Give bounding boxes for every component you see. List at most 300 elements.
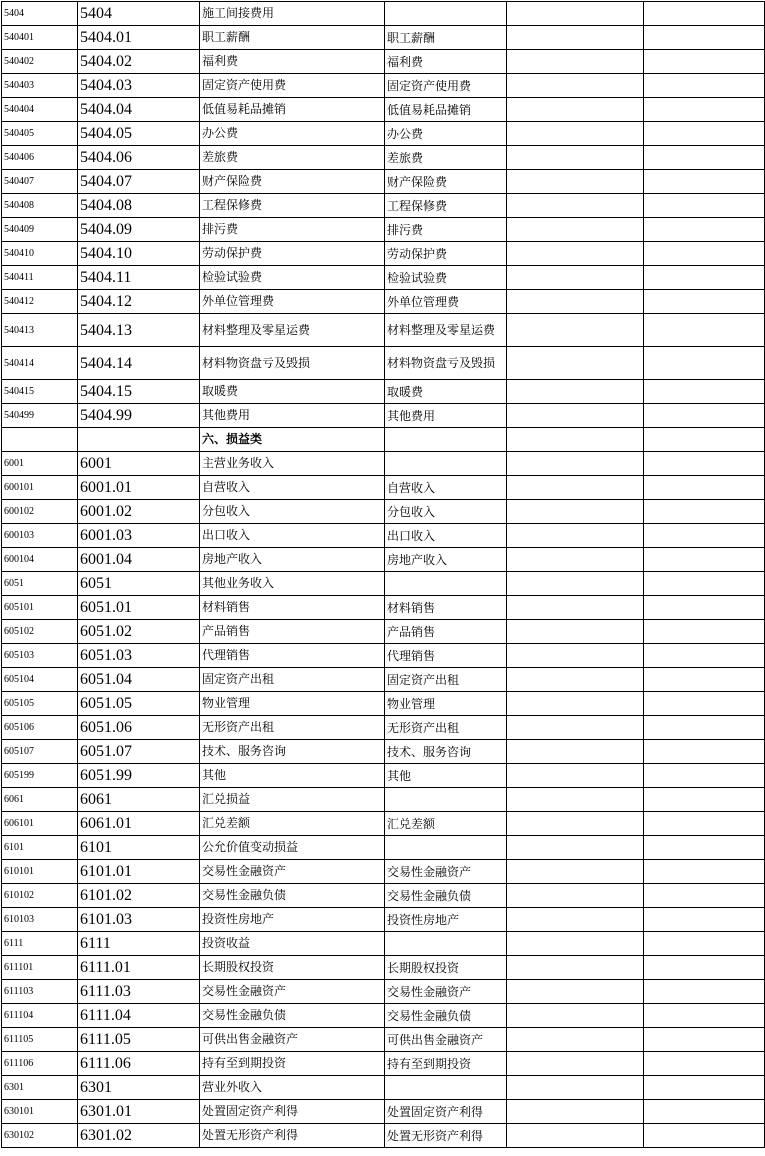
table-row xyxy=(2,1124,765,1148)
empty-cell xyxy=(507,74,644,98)
account-code-cell: 605102 xyxy=(2,620,78,644)
account-code-cell: 605107 xyxy=(2,740,78,764)
account-name-cell: 施工间接费用 xyxy=(200,2,385,26)
empty-cell xyxy=(507,692,644,716)
empty-cell xyxy=(644,572,765,596)
account-alias-cell xyxy=(385,836,507,860)
account-number-cell: 6051.06 xyxy=(78,716,200,740)
empty-cell xyxy=(644,266,765,290)
account-number-cell: 6111.04 xyxy=(78,1004,200,1028)
account-name-cell: 福利费 xyxy=(200,50,385,74)
empty-cell xyxy=(644,1076,765,1100)
table-body xyxy=(2,2,765,1148)
account-name-cell: 处置固定资产利得 xyxy=(200,1100,385,1124)
account-name-cell: 自营收入 xyxy=(200,476,385,500)
account-name-cell: 物业管理 xyxy=(200,692,385,716)
account-alias-cell: 材料整理及零星运费 xyxy=(385,314,507,347)
empty-cell xyxy=(507,404,644,428)
empty-cell xyxy=(507,428,644,452)
empty-cell xyxy=(644,404,765,428)
table-row xyxy=(2,242,765,266)
account-code-cell: 610101 xyxy=(2,860,78,884)
account-code-table xyxy=(1,1,765,1148)
account-code-cell: 540415 xyxy=(2,380,78,404)
empty-cell xyxy=(644,500,765,524)
account-name-cell: 无形资产出租 xyxy=(200,716,385,740)
table-row xyxy=(2,932,765,956)
account-name-cell: 交易性金融负债 xyxy=(200,1004,385,1028)
account-alias-cell: 检验试验费 xyxy=(385,266,507,290)
account-alias-cell: 出口收入 xyxy=(385,524,507,548)
account-code-cell: 6111 xyxy=(2,932,78,956)
account-number-cell: 5404.10 xyxy=(78,242,200,266)
table-row xyxy=(2,1100,765,1124)
account-number-cell: 5404.05 xyxy=(78,122,200,146)
account-alias-cell: 工程保修费 xyxy=(385,194,507,218)
account-name-cell: 其他业务收入 xyxy=(200,572,385,596)
empty-cell xyxy=(644,242,765,266)
account-code-cell: 610102 xyxy=(2,884,78,908)
account-code-cell: 540414 xyxy=(2,347,78,380)
account-name-cell: 工程保修费 xyxy=(200,194,385,218)
account-number-cell: 6051.05 xyxy=(78,692,200,716)
table-row xyxy=(2,884,765,908)
empty-cell xyxy=(507,26,644,50)
account-code-cell: 606101 xyxy=(2,812,78,836)
account-alias-cell: 交易性金融资产 xyxy=(385,860,507,884)
account-name-cell: 其他 xyxy=(200,764,385,788)
account-alias-cell: 固定资产使用费 xyxy=(385,74,507,98)
account-code-cell: 540410 xyxy=(2,242,78,266)
empty-cell xyxy=(644,644,765,668)
account-number-cell xyxy=(78,428,200,452)
account-alias-cell xyxy=(385,452,507,476)
account-name-cell: 检验试验费 xyxy=(200,266,385,290)
empty-cell xyxy=(644,1028,765,1052)
account-alias-cell: 办公费 xyxy=(385,122,507,146)
account-number-cell: 6001.04 xyxy=(78,548,200,572)
empty-cell xyxy=(644,980,765,1004)
table-row xyxy=(2,740,765,764)
account-name-cell: 其他费用 xyxy=(200,404,385,428)
account-name-cell: 产品销售 xyxy=(200,620,385,644)
account-name-cell: 材料整理及零星运费 xyxy=(200,314,385,347)
account-number-cell: 6111.01 xyxy=(78,956,200,980)
empty-cell xyxy=(507,1124,644,1148)
table-row xyxy=(2,572,765,596)
account-name-cell: 处置无形资产利得 xyxy=(200,1124,385,1148)
account-code-cell: 600102 xyxy=(2,500,78,524)
account-name-cell: 固定资产使用费 xyxy=(200,74,385,98)
table-row xyxy=(2,26,765,50)
account-number-cell: 5404.08 xyxy=(78,194,200,218)
account-code-cell: 605104 xyxy=(2,668,78,692)
table-row xyxy=(2,452,765,476)
account-code-cell: 540412 xyxy=(2,290,78,314)
empty-cell xyxy=(507,932,644,956)
account-alias-cell: 交易性金融负债 xyxy=(385,884,507,908)
account-name-cell: 持有至到期投资 xyxy=(200,1052,385,1076)
empty-cell xyxy=(507,524,644,548)
account-name-cell: 主营业务收入 xyxy=(200,452,385,476)
account-alias-cell: 代理销售 xyxy=(385,644,507,668)
table-row xyxy=(2,476,765,500)
account-number-cell: 6111.05 xyxy=(78,1028,200,1052)
table-row xyxy=(2,347,765,380)
table-row xyxy=(2,290,765,314)
account-number-cell: 6111 xyxy=(78,932,200,956)
account-number-cell: 6061 xyxy=(78,788,200,812)
account-alias-cell xyxy=(385,1076,507,1100)
empty-cell xyxy=(507,764,644,788)
account-number-cell: 6001 xyxy=(78,452,200,476)
account-number-cell: 6111.03 xyxy=(78,980,200,1004)
empty-cell xyxy=(644,476,765,500)
account-code-cell: 540401 xyxy=(2,26,78,50)
empty-cell xyxy=(644,956,765,980)
account-name-cell: 低值易耗品摊销 xyxy=(200,98,385,122)
account-alias-cell: 汇兑差额 xyxy=(385,812,507,836)
account-code-cell: 605101 xyxy=(2,596,78,620)
account-name-cell: 交易性金融资产 xyxy=(200,860,385,884)
account-name-cell: 办公费 xyxy=(200,122,385,146)
table-row xyxy=(2,620,765,644)
account-alias-cell: 产品销售 xyxy=(385,620,507,644)
empty-cell xyxy=(507,98,644,122)
table-row xyxy=(2,524,765,548)
empty-cell xyxy=(507,956,644,980)
account-alias-cell xyxy=(385,788,507,812)
account-name-cell: 六、损益类 xyxy=(200,428,385,452)
account-number-cell: 5404.06 xyxy=(78,146,200,170)
empty-cell xyxy=(507,500,644,524)
empty-cell xyxy=(507,668,644,692)
empty-cell xyxy=(507,1076,644,1100)
account-number-cell: 6111.06 xyxy=(78,1052,200,1076)
empty-cell xyxy=(644,596,765,620)
account-number-cell: 6051.04 xyxy=(78,668,200,692)
account-name-cell: 交易性金融资产 xyxy=(200,980,385,1004)
empty-cell xyxy=(644,1100,765,1124)
table-row xyxy=(2,908,765,932)
table-row xyxy=(2,692,765,716)
account-code-cell: 540407 xyxy=(2,170,78,194)
account-name-cell: 投资性房地产 xyxy=(200,908,385,932)
table-row xyxy=(2,596,765,620)
account-number-cell: 6051 xyxy=(78,572,200,596)
table-row xyxy=(2,1004,765,1028)
table-row xyxy=(2,50,765,74)
table-row xyxy=(2,500,765,524)
account-name-cell: 技术、服务咨询 xyxy=(200,740,385,764)
account-number-cell: 5404.12 xyxy=(78,290,200,314)
account-alias-cell xyxy=(385,572,507,596)
empty-cell xyxy=(507,812,644,836)
account-number-cell: 6051.03 xyxy=(78,644,200,668)
account-code-cell: 600101 xyxy=(2,476,78,500)
empty-cell xyxy=(644,2,765,26)
account-alias-cell: 物业管理 xyxy=(385,692,507,716)
empty-cell xyxy=(644,932,765,956)
account-number-cell: 5404.04 xyxy=(78,98,200,122)
account-code-cell: 611105 xyxy=(2,1028,78,1052)
account-code-cell: 611101 xyxy=(2,956,78,980)
account-alias-cell: 劳动保护费 xyxy=(385,242,507,266)
account-alias-cell: 长期股权投资 xyxy=(385,956,507,980)
table-row xyxy=(2,764,765,788)
empty-cell xyxy=(644,764,765,788)
empty-cell xyxy=(644,194,765,218)
account-code-cell: 540411 xyxy=(2,266,78,290)
account-number-cell: 5404.15 xyxy=(78,380,200,404)
account-code-cell: 610103 xyxy=(2,908,78,932)
empty-cell xyxy=(507,644,644,668)
account-number-cell: 5404.01 xyxy=(78,26,200,50)
account-alias-cell: 自营收入 xyxy=(385,476,507,500)
table-row xyxy=(2,218,765,242)
empty-cell xyxy=(507,242,644,266)
empty-cell xyxy=(644,380,765,404)
empty-cell xyxy=(507,620,644,644)
account-code-cell: 630101 xyxy=(2,1100,78,1124)
empty-cell xyxy=(507,452,644,476)
empty-cell xyxy=(507,194,644,218)
account-name-cell: 公允价值变动损益 xyxy=(200,836,385,860)
empty-cell xyxy=(644,788,765,812)
account-alias-cell: 可供出售金融资产 xyxy=(385,1028,507,1052)
account-name-cell: 劳动保护费 xyxy=(200,242,385,266)
empty-cell xyxy=(507,548,644,572)
account-name-cell: 取暖费 xyxy=(200,380,385,404)
empty-cell xyxy=(644,98,765,122)
empty-cell xyxy=(644,218,765,242)
account-number-cell: 6051.02 xyxy=(78,620,200,644)
account-number-cell: 5404.99 xyxy=(78,404,200,428)
empty-cell xyxy=(507,170,644,194)
account-alias-cell: 排污费 xyxy=(385,218,507,242)
account-alias-cell: 财产保险费 xyxy=(385,170,507,194)
account-code-cell: 605106 xyxy=(2,716,78,740)
account-code-cell: 540404 xyxy=(2,98,78,122)
empty-cell xyxy=(507,860,644,884)
account-number-cell: 5404 xyxy=(78,2,200,26)
account-number-cell: 5404.03 xyxy=(78,74,200,98)
account-alias-cell xyxy=(385,932,507,956)
table-row xyxy=(2,980,765,1004)
account-name-cell: 房地产收入 xyxy=(200,548,385,572)
account-alias-cell: 其他费用 xyxy=(385,404,507,428)
empty-cell xyxy=(644,524,765,548)
account-name-cell: 长期股权投资 xyxy=(200,956,385,980)
table-row xyxy=(2,428,765,452)
empty-cell xyxy=(644,122,765,146)
account-number-cell: 6101.03 xyxy=(78,908,200,932)
table-row xyxy=(2,146,765,170)
account-code-cell: 540402 xyxy=(2,50,78,74)
account-code-cell: 605199 xyxy=(2,764,78,788)
account-alias-cell: 福利费 xyxy=(385,50,507,74)
table-row xyxy=(2,716,765,740)
account-number-cell: 6051.07 xyxy=(78,740,200,764)
empty-cell xyxy=(644,740,765,764)
empty-cell xyxy=(507,290,644,314)
account-alias-cell: 房地产收入 xyxy=(385,548,507,572)
account-number-cell: 6001.03 xyxy=(78,524,200,548)
account-alias-cell xyxy=(385,428,507,452)
account-name-cell: 职工薪酬 xyxy=(200,26,385,50)
account-alias-cell: 材料物资盘亏及毁损 xyxy=(385,347,507,380)
account-alias-cell: 持有至到期投资 xyxy=(385,1052,507,1076)
account-number-cell: 6051.01 xyxy=(78,596,200,620)
empty-cell xyxy=(507,740,644,764)
empty-cell xyxy=(507,596,644,620)
empty-cell xyxy=(644,1004,765,1028)
table-row xyxy=(2,1028,765,1052)
account-code-cell: 540408 xyxy=(2,194,78,218)
empty-cell xyxy=(507,1028,644,1052)
account-alias-cell: 技术、服务咨询 xyxy=(385,740,507,764)
empty-cell xyxy=(507,788,644,812)
empty-cell xyxy=(644,170,765,194)
empty-cell xyxy=(507,347,644,380)
empty-cell xyxy=(507,2,644,26)
empty-cell xyxy=(644,1052,765,1076)
empty-cell xyxy=(507,380,644,404)
account-alias-cell: 无形资产出租 xyxy=(385,716,507,740)
account-code-cell: 540409 xyxy=(2,218,78,242)
empty-cell xyxy=(507,980,644,1004)
account-code-cell: 600104 xyxy=(2,548,78,572)
table-row xyxy=(2,314,765,347)
table-row xyxy=(2,956,765,980)
account-alias-cell: 处置无形资产利得 xyxy=(385,1124,507,1148)
account-code-cell: 6101 xyxy=(2,836,78,860)
empty-cell xyxy=(644,452,765,476)
empty-cell xyxy=(507,1100,644,1124)
table-row xyxy=(2,404,765,428)
empty-cell xyxy=(507,1004,644,1028)
table-row xyxy=(2,122,765,146)
empty-cell xyxy=(507,572,644,596)
account-number-cell: 6001.02 xyxy=(78,500,200,524)
table-row xyxy=(2,788,765,812)
empty-cell xyxy=(507,314,644,347)
account-name-cell: 汇兑损益 xyxy=(200,788,385,812)
table-row xyxy=(2,98,765,122)
table-row xyxy=(2,548,765,572)
table-row xyxy=(2,194,765,218)
empty-cell xyxy=(507,266,644,290)
account-code-cell: 611103 xyxy=(2,980,78,1004)
empty-cell xyxy=(644,884,765,908)
account-number-cell: 6301.01 xyxy=(78,1100,200,1124)
account-code-cell: 540413 xyxy=(2,314,78,347)
account-alias-cell: 材料销售 xyxy=(385,596,507,620)
account-code-cell: 6001 xyxy=(2,452,78,476)
account-code-cell: 540405 xyxy=(2,122,78,146)
account-number-cell: 5404.11 xyxy=(78,266,200,290)
empty-cell xyxy=(644,314,765,347)
account-number-cell: 5404.09 xyxy=(78,218,200,242)
table-row xyxy=(2,668,765,692)
account-name-cell: 可供出售金融资产 xyxy=(200,1028,385,1052)
account-number-cell: 6051.99 xyxy=(78,764,200,788)
account-name-cell: 出口收入 xyxy=(200,524,385,548)
empty-cell xyxy=(644,1124,765,1148)
table-row xyxy=(2,380,765,404)
table-row xyxy=(2,836,765,860)
account-alias-cell xyxy=(385,2,507,26)
account-alias-cell: 交易性金融资产 xyxy=(385,980,507,1004)
account-code-cell: 630102 xyxy=(2,1124,78,1148)
account-number-cell: 5404.14 xyxy=(78,347,200,380)
account-name-cell: 财产保险费 xyxy=(200,170,385,194)
empty-cell xyxy=(644,812,765,836)
empty-cell xyxy=(644,290,765,314)
empty-cell xyxy=(644,146,765,170)
account-code-cell: 605103 xyxy=(2,644,78,668)
empty-cell xyxy=(507,908,644,932)
table-row xyxy=(2,74,765,98)
empty-cell xyxy=(507,146,644,170)
empty-cell xyxy=(644,50,765,74)
account-code-cell: 5404 xyxy=(2,2,78,26)
account-alias-cell: 固定资产出租 xyxy=(385,668,507,692)
account-alias-cell: 交易性金融负债 xyxy=(385,1004,507,1028)
table-row xyxy=(2,860,765,884)
account-code-cell xyxy=(2,428,78,452)
account-alias-cell: 取暖费 xyxy=(385,380,507,404)
account-alias-cell: 分包收入 xyxy=(385,500,507,524)
empty-cell xyxy=(644,26,765,50)
account-name-cell: 分包收入 xyxy=(200,500,385,524)
account-number-cell: 5404.07 xyxy=(78,170,200,194)
account-name-cell: 排污费 xyxy=(200,218,385,242)
account-code-cell: 6051 xyxy=(2,572,78,596)
empty-cell xyxy=(507,884,644,908)
table-row xyxy=(2,1076,765,1100)
empty-cell xyxy=(507,218,644,242)
account-number-cell: 5404.13 xyxy=(78,314,200,347)
empty-cell xyxy=(507,122,644,146)
empty-cell xyxy=(644,74,765,98)
account-number-cell: 6301 xyxy=(78,1076,200,1100)
account-number-cell: 6101 xyxy=(78,836,200,860)
empty-cell xyxy=(644,428,765,452)
account-number-cell: 6001.01 xyxy=(78,476,200,500)
account-name-cell: 营业外收入 xyxy=(200,1076,385,1100)
account-alias-cell: 其他 xyxy=(385,764,507,788)
empty-cell xyxy=(644,347,765,380)
account-name-cell: 材料销售 xyxy=(200,596,385,620)
account-name-cell: 代理销售 xyxy=(200,644,385,668)
table-row xyxy=(2,170,765,194)
account-number-cell: 6101.02 xyxy=(78,884,200,908)
account-code-cell: 600103 xyxy=(2,524,78,548)
empty-cell xyxy=(644,620,765,644)
account-number-cell: 6101.01 xyxy=(78,860,200,884)
table-row xyxy=(2,644,765,668)
account-name-cell: 汇兑差额 xyxy=(200,812,385,836)
account-code-cell: 611106 xyxy=(2,1052,78,1076)
account-name-cell: 交易性金融负债 xyxy=(200,884,385,908)
account-alias-cell: 外单位管理费 xyxy=(385,290,507,314)
table-row xyxy=(2,812,765,836)
empty-cell xyxy=(507,50,644,74)
empty-cell xyxy=(644,716,765,740)
account-code-cell: 6061 xyxy=(2,788,78,812)
account-number-cell: 5404.02 xyxy=(78,50,200,74)
